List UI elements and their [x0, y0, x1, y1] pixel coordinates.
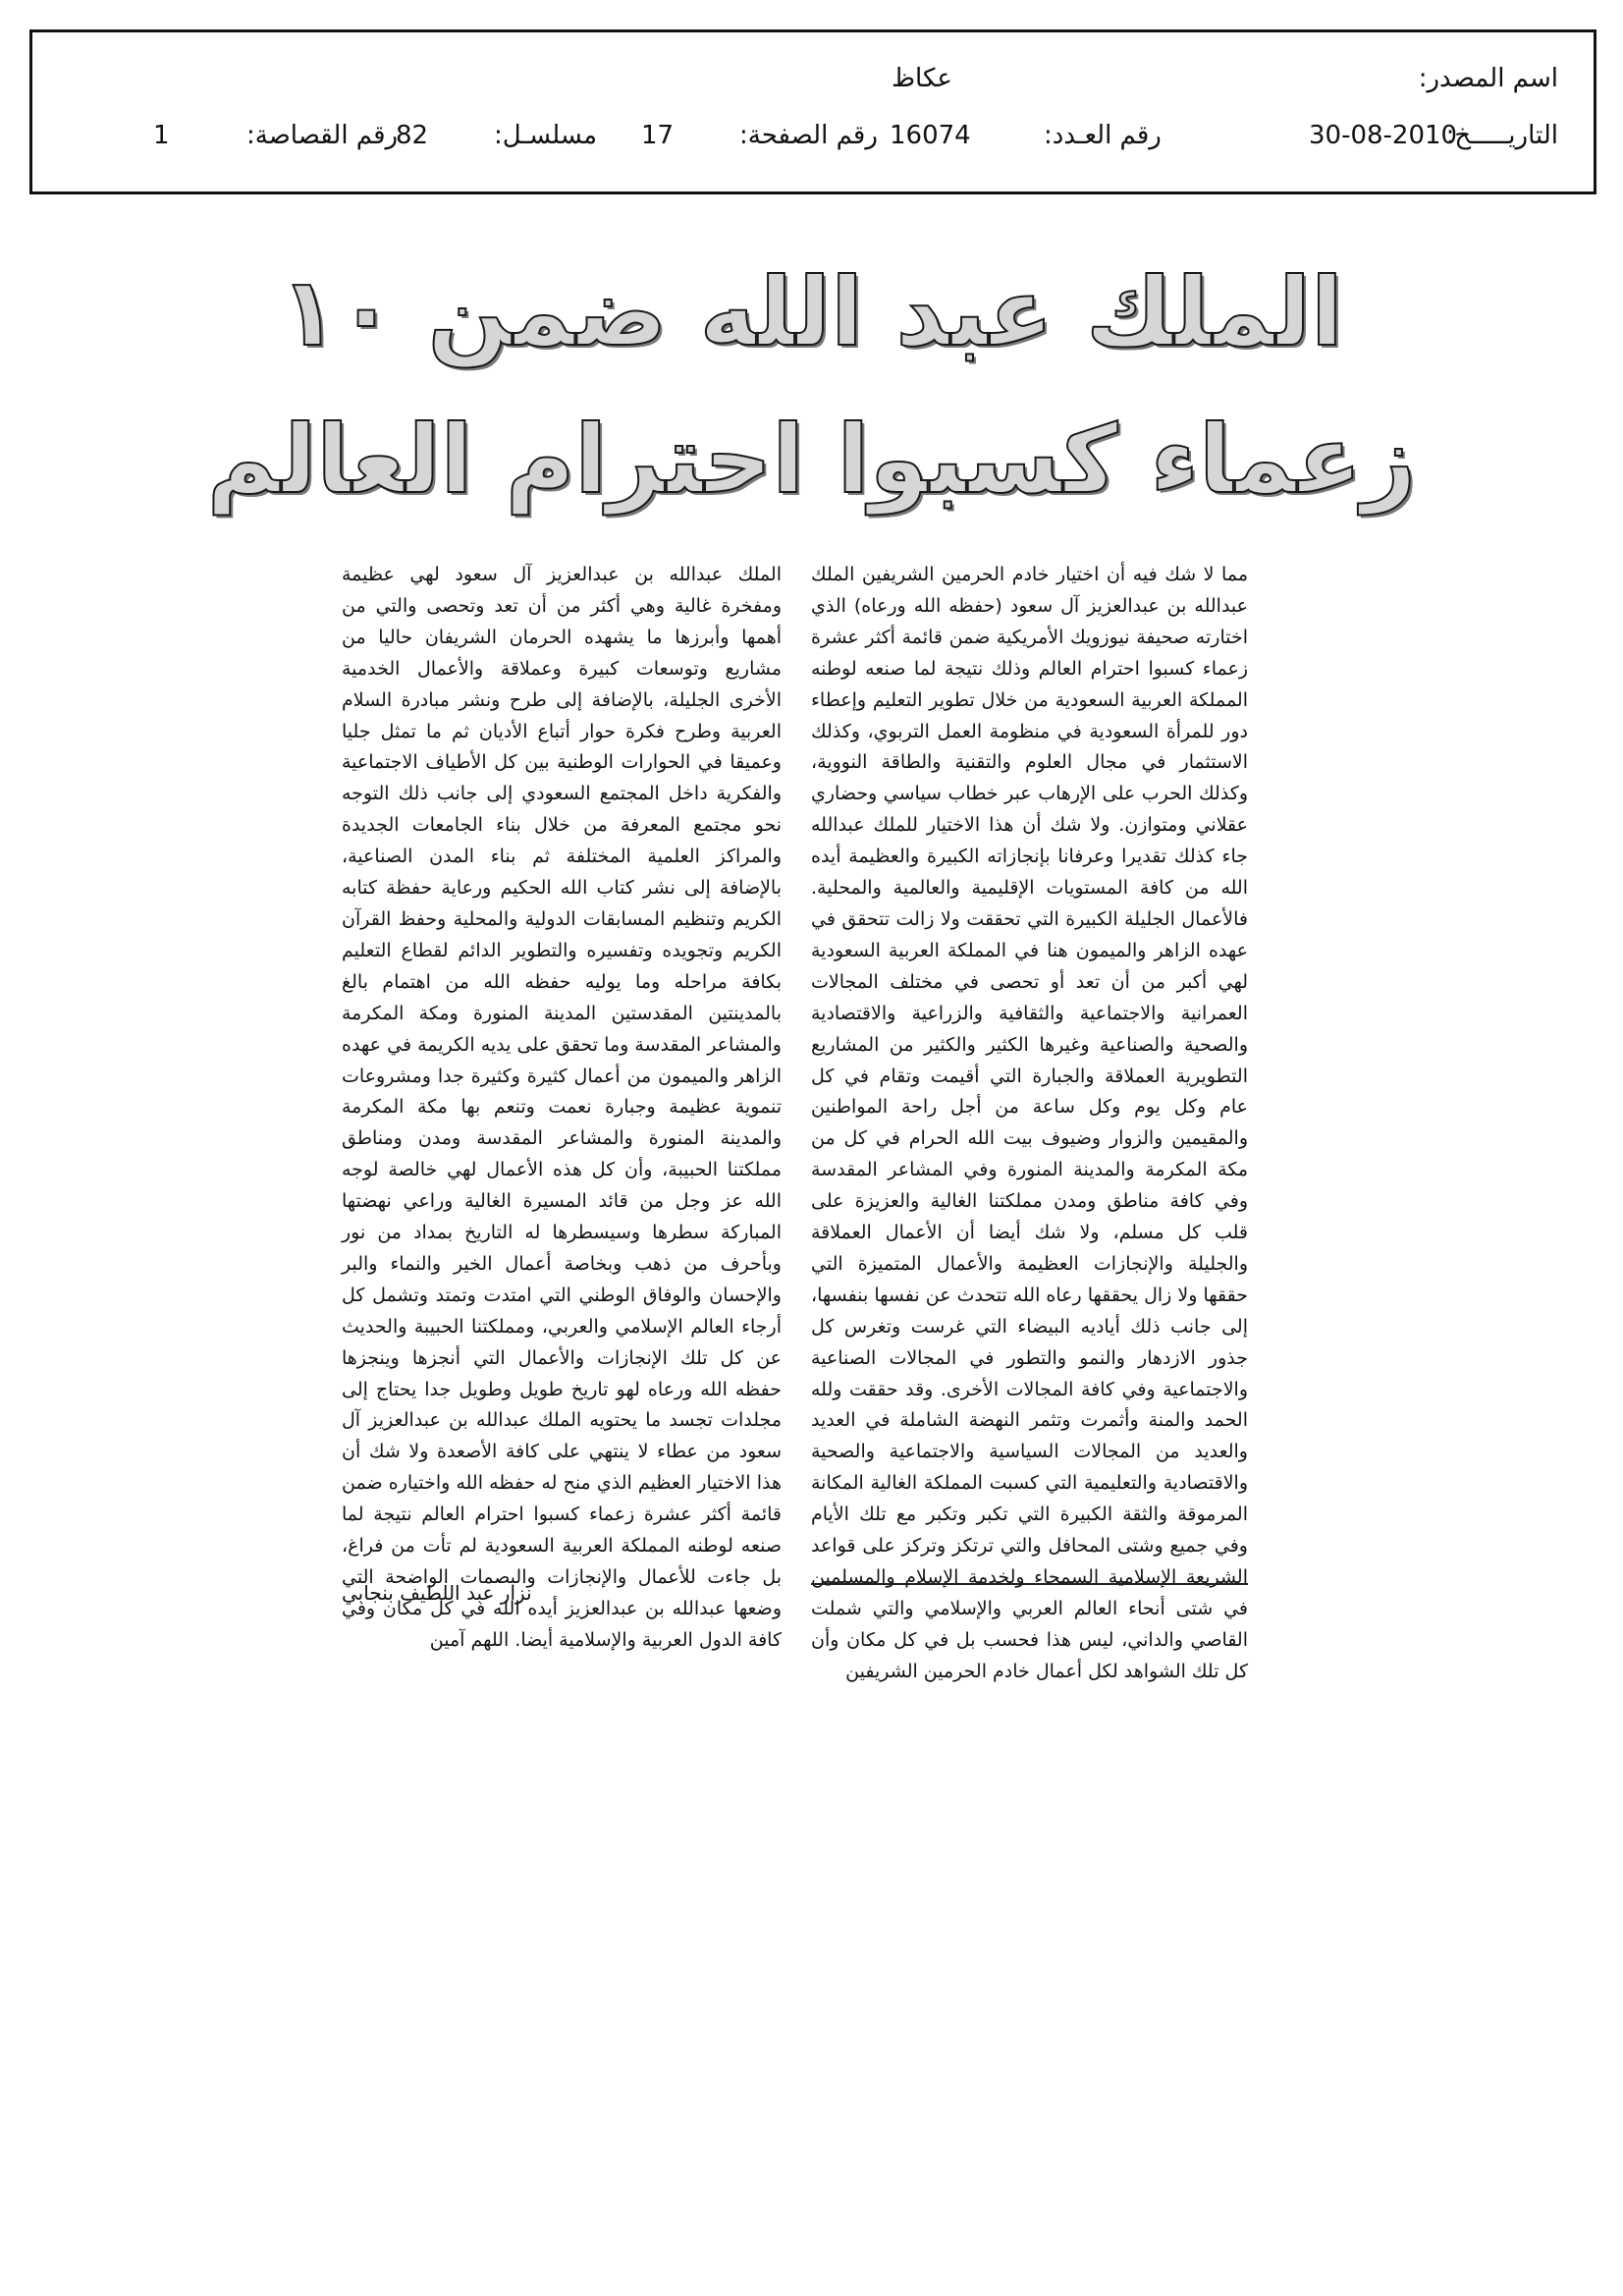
- date-value: 30-08-2010: [1309, 121, 1458, 150]
- serial-label: مسلسـل:: [494, 121, 597, 150]
- issue-value: 16074: [890, 121, 971, 150]
- article-column-left: الملك عبدالله بن عبدالعزيز آل سعود لهي عظيمة ومفخرة غالية وهي أكثر من أن تعد وتحصى والتي من أهمها وأبرزها ما يشهده الحرمان الشريفان حاليا من مشاريع وتوسعات كبيرة وعملاقة والأعمال الخدمية الأخرى الجليلة، بالإضافة إلى طرح ونشر مبادرة السلام العربية وطرح فكرة حوار أتباع الأديان ثم ما تمثل جليا وعميقا في الحوارات الوطنية بين كل الأطياف الاجتماعية والفكرية داخل المجتمع السعودي إلى جانب ذلك التوجه نحو مجتمع المعرفة من خلال بناء الجامعات الجديدة والمراكز العلمية المختلفة ثم بناء المدن الصناعية، بالإضافة إلى نشر كتاب الله الحكيم ورعاية حفظة كتابه الكريم وتنظيم المسابقات الدولية والمحلية وحفظ القرآن الكريم وتجويده وتفسيره والتطوير الدائم لقطاع التعليم بكافة مراحله وما يوليه حفظه الله من اهتمام بالغ بالمدينتين المقدستين المدينة المنورة ومكة المكرمة والمشاعر المقدسة وما تحقق على يديه الكريمة في عهده الزاهر والميمون من أعمال كثيرة وكثيرة جدا ومشروعات تنموية عظيمة وجبارة نعمت وتنعم بها مكة المكرمة والمدينة المنورة والمشاعر المقدسة ومدن ومناطق مملكتنا الحبيبة، وأن كل هذه الأعمال لهي خالصة لوجه الله عز وجل من قائد المسيرة الغالية وراعي نهضتها المباركة سطرها وسيسطرها له التاريخ بمداد من نور وبأحرف من ذهب وبخاصة أعمال الخير والنماء والبر والإحسان والوفاق الوطني التي امتدت وتمتد وتشمل كل أرجاء العالم الإسلامي والعربي، ومملكتنا الحبيبة والحديث عن كل تلك الإنجازات والأعمال التي أنجزها وينجزها حفظه الله ورعاه لهو تاريخ طويل وطويل جدا يحتاج إلى مجلدات تجسد ما يحتويه الملك عبدالله بن عبدالعزيز آل سعود من عطاء لا ينتهي على كافة الأصعدة ولا شك أن هذا الاختيار العظيم الذي منح له حفظه الله واختياره ضمن قائمة أكثر عشرة زعماء كسبوا احترام العالم نتيجة لما صنعه لوطنه المملكة العربية السعودية لم تأت من فراغ، بل جاءت للأعمال والإنجازات والبصمات الواضحة التي وضعها عبدالله بن عبدالعزيز أيده الله في كل مكان وفي كافة الدول العربية والإسلامية أيضا. اللهم آمين: [342, 564, 782, 1651]
- source-value: عكاظ: [892, 64, 952, 93]
- page-label: رقم الصفحة:: [739, 121, 878, 150]
- serial-value: 82: [396, 121, 429, 150]
- article-column-right: مما لا شك فيه أن اختيار خادم الحرمين الشريفين الملك عبدالله بن عبدالعزيز آل سعود (حفظه الله ورعاه) الذي اختارته صحيفة نيوزويك الأمريكية ضمن قائمة أكثر عشرة زعماء كسبوا احترام العالم وذلك نتيجة لما صنعه لوطنه المملكة العربية السعودية من خلال تطوير التعليم وإعطاء دور للمرأة السعودية في منظومة العمل التربوي، وكذلك الاستثمار في مجال العلوم والتقنية والطاقة النووية، وكذلك الحرب على الإرهاب عبر خطاب سياسي وحضاري عقلاني ومتوازن. ولا شك أن هذا الاختيار للملك عبدالله جاء كذلك تقديرا وعرفانا بإنجازاته الكبيرة والعظيمة أيده الله من كافة المستويات الإقليمية والعالمية والمحلية. فالأعمال الجليلة الكبيرة التي تحققت ولا زالت تتحقق في عهده الزاهر والميمون هنا في المملكة العربية السعودية لهي أكبر من أن تعد أو تحصى في مختلف المجالات العمرانية والاجتماعية والثقافية والزراعية والاقتصادية والصحية والصناعية وغيرها الكثير والكثير من المشاريع التطويرية العملاقة والجبارة التي أقيمت وتقام في كل عام وكل يوم وكل ساعة من أجل راحة المواطنين والمقيمين والزوار وضيوف بيت الله الحرام في كل من مكة المكرمة والمدينة المنورة وفي المشاعر المقدسة وفي كافة مناطق ومدن مملكتنا الغالية والعزيزة على قلب كل مسلم، ولا شك أيضا أن الأعمال العملاقة والجليلة والإنجازات العظيمة والأعمال المتميزة التي حققها ولا زال يحققها رعاه الله تتحدث عن نفسها بنفسها، إلى جانب ذلك أياديه البيضاء التي غرست وتغرس كل جذور الازدهار والنمو والتطور في المجالات الصناعية والاجتماعية وفي كافة المجالات الأخرى. وقد حققت ولله الحمد والمنة وأثمرت وتثمر النهضة الشاملة في العديد والعديد من المجالات السياسية والاجتماعية والصحية والاقتصادية والتعليمية التي كسبت المملكة الغالية المكانة المرموقة والثقة الكبيرة التي تكبر وتكبر مع تلك الأيام وفي جميع وشتى المحافل والتي ترتكز وتركز على قواعد الشريعة الإسلامية السمحاء ولخدمة الإسلام والمسلمين في شتى أنحاء العالم العربي والإسلامي والتي شملت القاصي والداني، ليس هذا فحسب بل في كل مكان وأن كل تلك الشواهد لكل أعمال خادم الحرمين الشريفين: [811, 564, 1248, 1682]
- source-label: اسم المصدر:: [1418, 64, 1558, 93]
- issue-label: رقم العـدد:: [1044, 121, 1162, 150]
- page-value: 17: [641, 121, 675, 150]
- clip-value: 1: [153, 121, 170, 150]
- clip-label: رقم القصاصة:: [246, 121, 399, 150]
- article-title-line-1: الملك عبد الله ضمن ١٠: [280, 257, 1343, 367]
- column-end-rule: [811, 1583, 1248, 1585]
- date-label: التاريـــــخ:: [1445, 121, 1558, 150]
- clipping-header-box: [29, 29, 1596, 194]
- article-title-line-2: زعماء كسبوا احترام العالم: [206, 405, 1417, 515]
- author-signature: نزار عبد اللطيف بنجابي: [342, 1581, 532, 1605]
